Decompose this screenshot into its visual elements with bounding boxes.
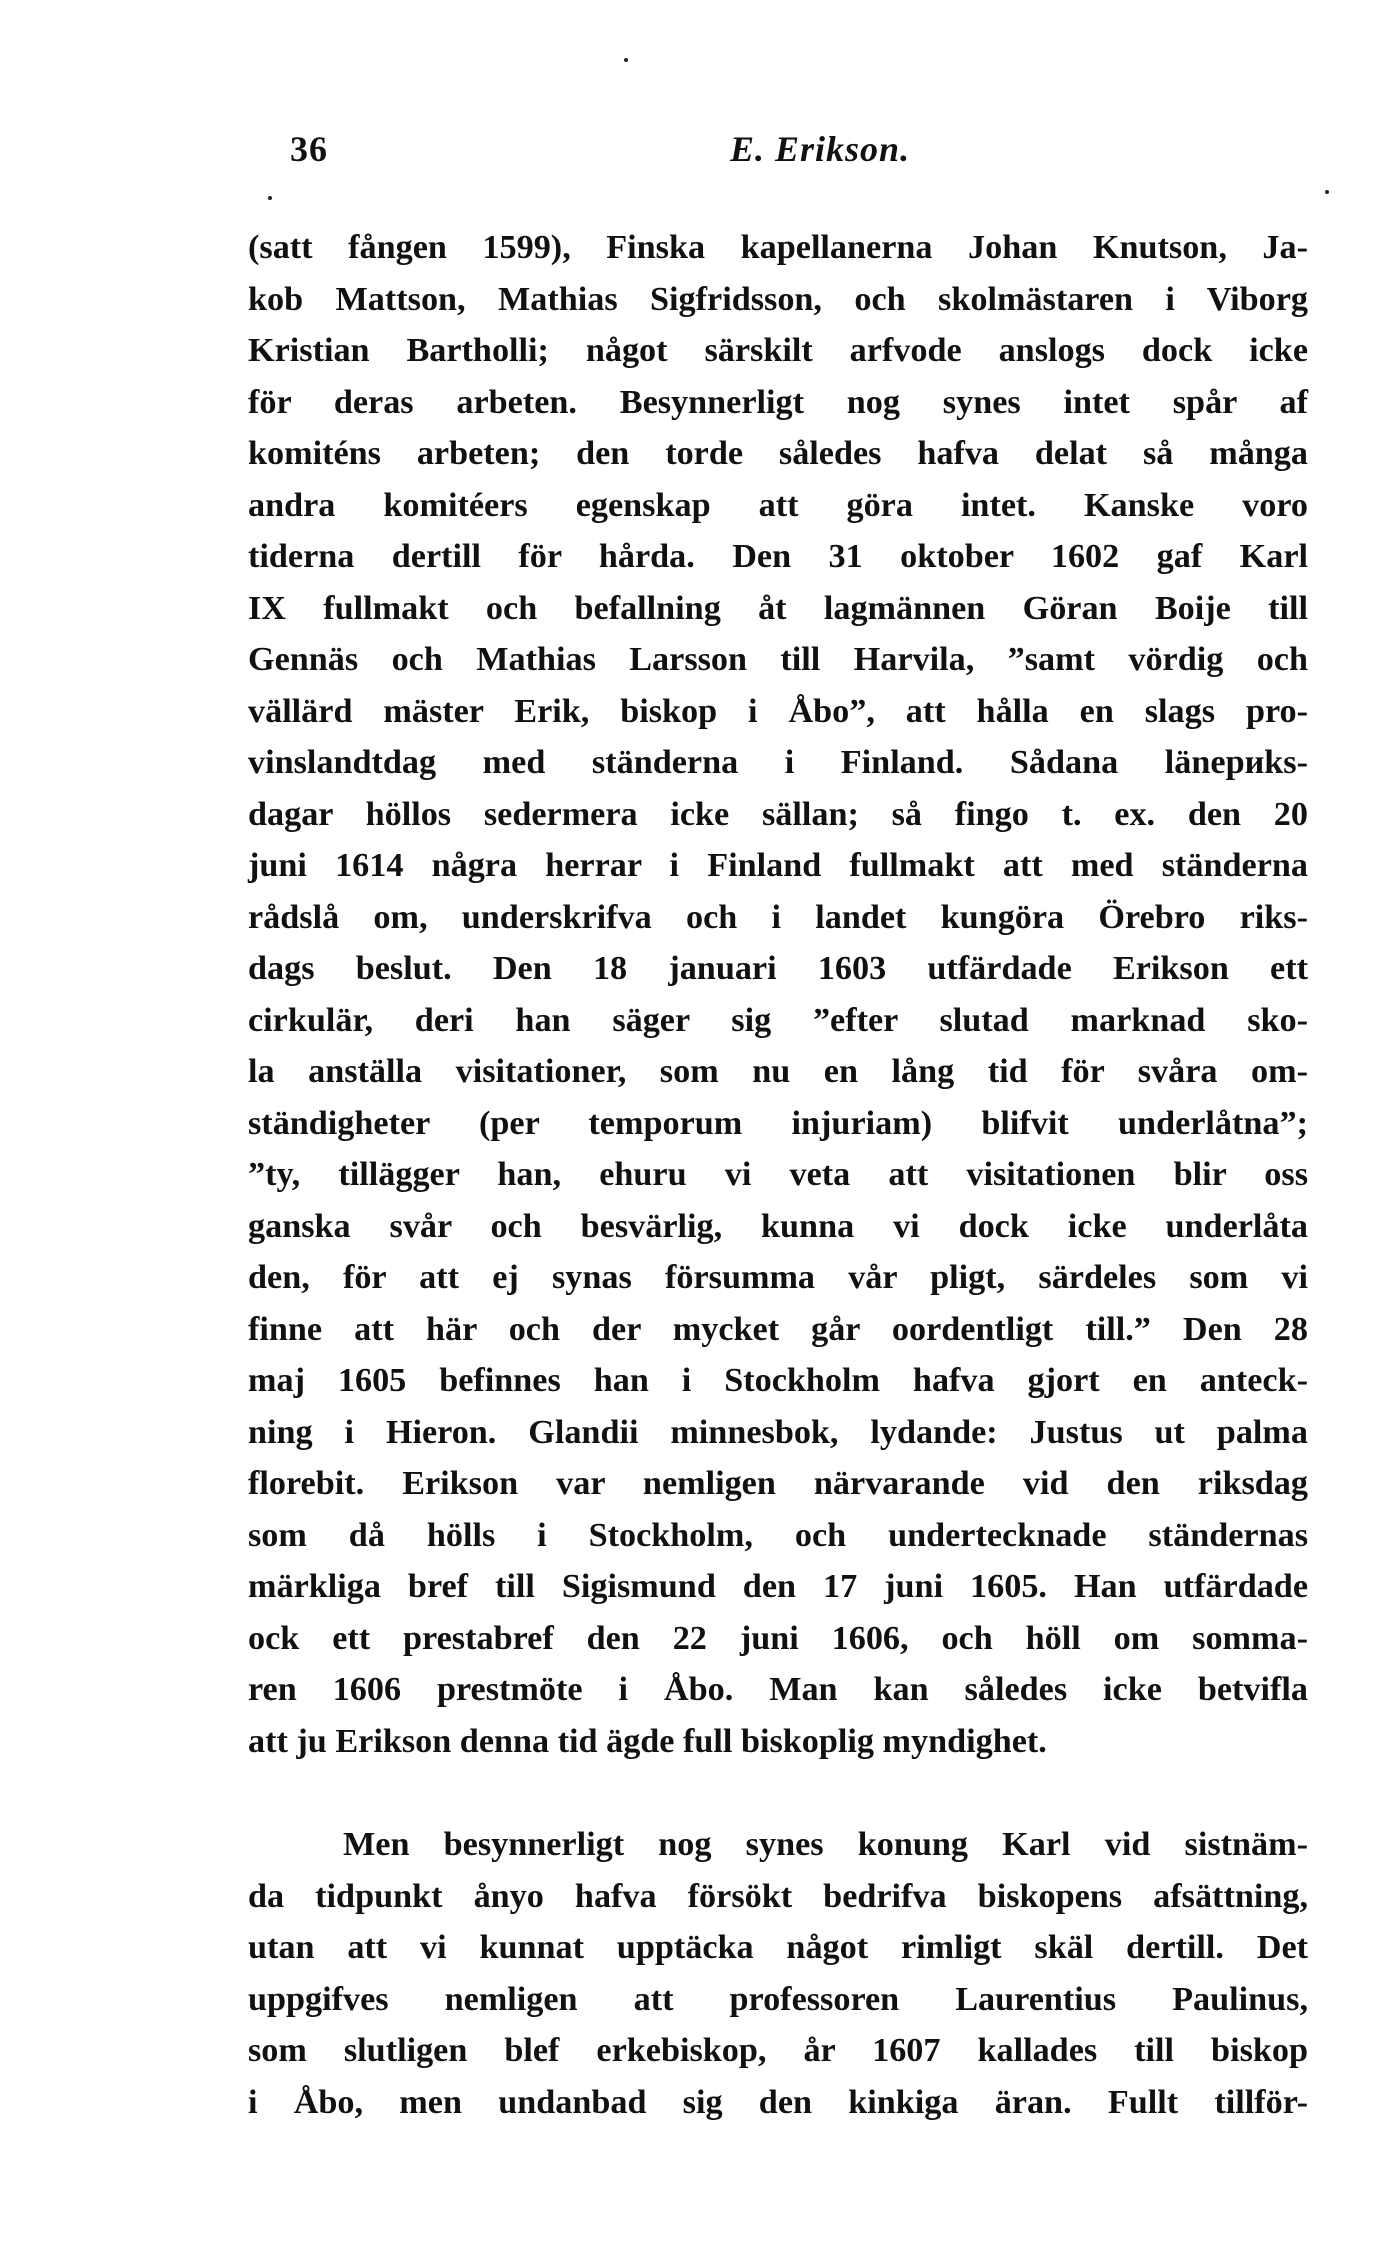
text-line: i Åbo, men undanbad sig den kinkiga äran. Fullt tillför- <box>248 2083 1308 2121</box>
text-line: Men besynnerligt nog synes konung Karl vid sistnäm- <box>343 1826 1308 1863</box>
text-line: ock ett prestabref den 22 juni 1606, och höll om somma- <box>248 1619 1308 1657</box>
text-line: IX fullmakt och befallning åt lagmännen Göran Boije till <box>248 589 1308 627</box>
text-line: florebit. Erikson var nemligen närvarande vid den riksdag <box>248 1465 1308 1502</box>
text-line: Kristian Bartholli; något särskilt arfvode anslogs dock icke <box>248 332 1308 369</box>
text-line: vinslandtdag med ständerna i Finland. Sådana länериks- <box>248 744 1308 781</box>
text-line: rådslå om, underskrifva och i landet kungöra Örebro riks- <box>248 898 1308 936</box>
text-line: komiténs arbeten; den torde således hafva delat så många <box>248 435 1308 472</box>
text-line: dagar höllos sedermera icke sällan; så fingo t. ex. den 20 <box>248 795 1308 833</box>
body-text <box>248 222 1308 2128</box>
text-line: ständigheter (per temporum injuriam) blifvit underlåtna”; <box>248 1104 1308 1142</box>
print-speck <box>624 58 628 62</box>
page-number: 36 <box>290 129 328 169</box>
text-line: la anställa visitationer, som nu en lång tid för svåra om- <box>248 1053 1308 1090</box>
text-line: ”ty, tillägger han, ehuru vi veta att visitationen blir oss <box>248 1156 1308 1193</box>
text-line: (satt fången 1599), Finska kapellanerna Johan Knutson, Ja- <box>248 229 1308 266</box>
text-line: ganska svår och besvärlig, kunna vi dock icke underlåta <box>248 1207 1308 1245</box>
print-speck <box>268 196 272 200</box>
text-line: att ju Erikson denna tid ägde full biskoplig myndighet. <box>248 1722 1047 1760</box>
text-line: vällärd mäster Erik, biskop i Åbo”, att hålla en slags pro- <box>248 692 1308 730</box>
text-line: kob Mattson, Mathias Sigfridsson, och skolmästaren i Viborg <box>248 280 1308 318</box>
text-line: uppgifves nemligen att professoren Laurentius Paulinus, <box>248 1980 1308 2018</box>
text-line: märkliga bref till Sigismund den 17 juni 1605. Han utfärdade <box>248 1568 1308 1605</box>
print-speck <box>1325 190 1329 194</box>
text-line: andra komitéers egenskap att göra intet. Kanske voro <box>248 486 1308 524</box>
text-line: Gennäs och Mathias Larsson till Harvila, ”samt vördig och <box>248 641 1308 678</box>
text-line: ning i Hieron. Glandii minnesbok, lydande: Justus ut palma <box>248 1413 1308 1451</box>
text-line: ren 1606 prestmöte i Åbo. Man kan således icke betvifla <box>248 1671 1308 1708</box>
page-header <box>290 128 1245 188</box>
text-line: som då hölls i Stockholm, och undertecknade ständernas <box>248 1516 1308 1554</box>
text-line: cirkulär, deri han säger sig ”efter slutad marknad sko- <box>248 1001 1308 1039</box>
text-line: utan att vi kunnat upptäcka något rimligt skäl dertill. Det <box>248 1929 1308 1966</box>
paragraph-2 <box>248 1819 1308 2128</box>
text-line: maj 1605 befinnes han i Stockholm hafva gjort en anteck- <box>248 1362 1308 1399</box>
text-line: den, för att ej synas försumma vår pligt, särdeles som vi <box>248 1259 1308 1296</box>
paragraph-1 <box>248 222 1308 1767</box>
text-line: finne att här och der mycket går oordentligt till.” Den 28 <box>248 1310 1308 1348</box>
text-line: juni 1614 några herrar i Finland fullmakt att med ständerna <box>248 847 1308 884</box>
text-line: som slutligen blef erkebiskop, år 1607 kallades till biskop <box>248 2032 1308 2069</box>
text-line: dags beslut. Den 18 januari 1603 utfärdade Erikson ett <box>248 950 1308 987</box>
text-line: tiderna dertill för hårda. Den 31 oktober 1602 gaf Karl <box>248 538 1308 575</box>
text-line: för deras arbeten. Besynnerligt nog synes intet spår af <box>248 383 1308 421</box>
text-line: da tidpunkt ånyo hafva försökt bedrifva biskopens afsättning, <box>248 1877 1308 1915</box>
running-head: E. Erikson. <box>730 129 911 169</box>
